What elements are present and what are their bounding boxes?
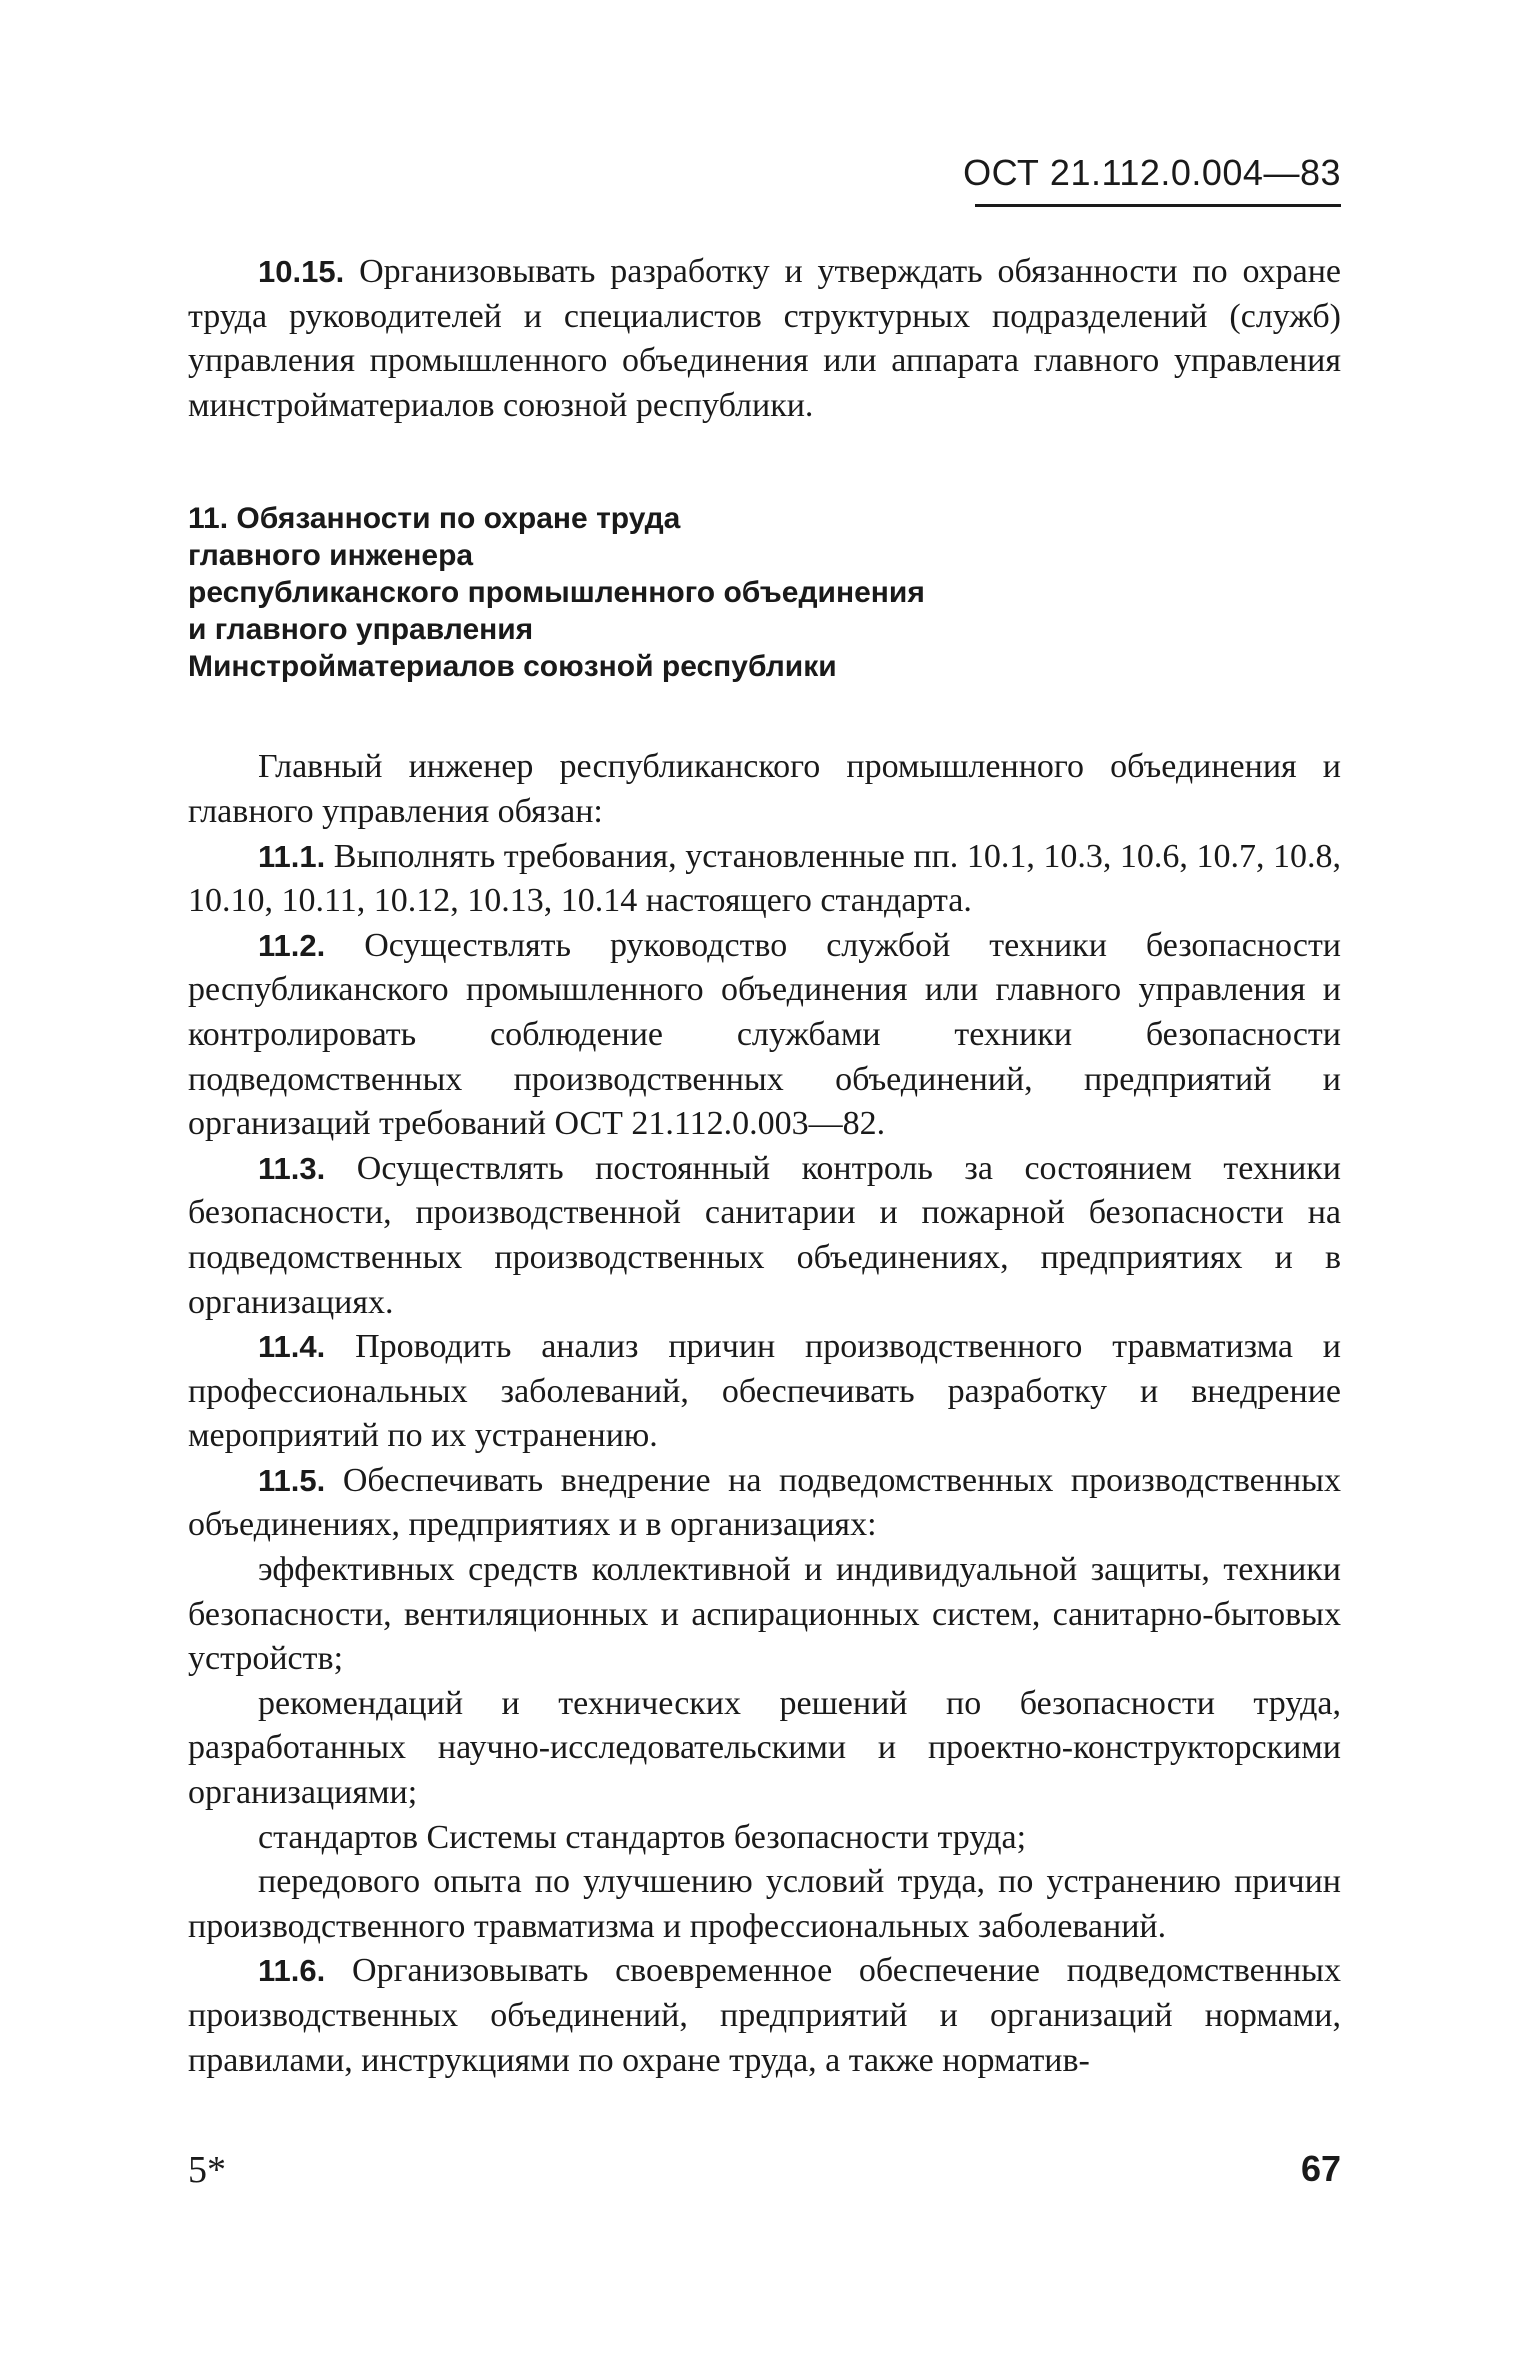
sub-item: рекомендаций и технических решений по безопасности труда, разработанных научно-исследовательскими и проектно-конструкторскими организациями; [188,1684,1341,1812]
item-number: 11.5. [258,1462,326,1498]
paragraph-number: 10.15. [258,254,345,289]
item-11-4 [188,1325,1341,1459]
body-text [188,250,1341,2083]
item-11-1 [188,835,1341,924]
item-text: Обеспечивать внедрение на подведомственных производственных объединениях, предприятиях и в организациях: [188,1461,1342,1544]
section-heading-line: главного инженера [188,539,474,573]
item-number: 11.1. [258,838,326,874]
paragraph-10-15 [188,250,1341,428]
item-number: 11.6. [258,1953,326,1989]
item-number: 11.2. [258,927,326,963]
section-heading-line: 11. Обязанности по охране труда [188,502,681,536]
section-heading-line: Минстройматериалов союзной республики [188,650,837,684]
item-11-6 [188,1949,1341,2083]
section-heading-line: республиканского промышленного объединения [188,576,925,610]
page-number: 67 [1300,2148,1341,2189]
sub-item: эффективных средств коллективной и индивидуальной защиты, техники безопасности, вентиляционных и аспирационных систем, санитарно-бытовых устройств; [188,1551,1341,1678]
document-code: ОСТ 21.112.0.004—83 [963,152,1341,193]
item-text: Организовывать своевременное обеспечение подведомственных производственных объединений, предприятий и организаций нормами, правилами, инструкциями по охране труда, а также норматив- [188,1952,1342,2079]
item-number: 11.3. [258,1150,326,1186]
item-11-3 [188,1147,1341,1325]
section-intro: Главный инженер республиканского промышленного объединения и главного управления обязан: [188,748,1341,830]
sub-item: стандартов Системы стандартов безопасности труда; [258,1818,1027,1856]
paragraph-text: Организовывать разработку и утверждать обязанности по охране труда руководителей и специалистов структурных подразделений (служб) управления промышленного объединения или аппарата главного управления минстройматериалов союзной республики. [188,253,1342,424]
header-divider [975,204,1341,207]
section-heading [188,500,1341,685]
item-text: Осуществлять постоянный контроль за состоянием техники безопасности, производственной санитарии и пожарной безопасности на подведомственных производственных объединениях, предприятиях и в организациях. [188,1149,1341,1321]
item-11-2 [188,924,1341,1147]
sub-item: передового опыта по улучшению условий труда, по устранению причин производственного травматизма и профессиональных заболеваний. [188,1863,1341,1945]
item-number: 11.4. [258,1329,326,1365]
section-heading-line: и главного управления [188,613,534,647]
item-11-5 [188,1459,1341,1548]
item-text: Выполнять требования, установленные пп. 10.1, 10.3, 10.6, 10.7, 10.8, 10.10, 10.11, 10.12, 10.13, 10.14 настоящего стандарта. [188,837,1341,920]
item-text: Осуществлять руководство службой техники безопасности республиканского промышленного объединения или главного управления и контролировать соблюдение службами техники безопасности подведомственных производственных объединений, предприятий и организаций требований ОСТ 21.112.0.003—82. [188,926,1342,1143]
signature-mark: 5* [188,2149,226,2191]
item-text: Проводить анализ причин производственного травматизма и профессиональных заболеваний, обеспечивать разработку и внедрение мероприятий по их устранению. [188,1328,1342,1455]
